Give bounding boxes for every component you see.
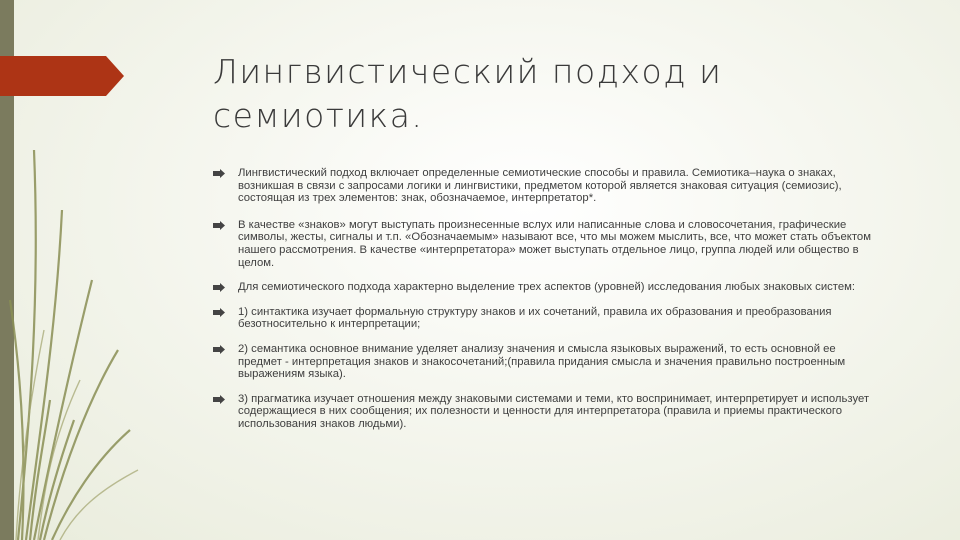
list-item — [213, 219, 878, 269]
bullet-list — [213, 167, 878, 431]
list-item — [213, 393, 878, 431]
list-item — [213, 167, 878, 205]
bullet-text: Лингвистический подход включает определенные семиотические способы и правила. Семиотика–наука о знаках, возникшая в связи с запросами логики и лингвистики, предметом которой является знаковая ситуация (семиозис), состоящая из трех элементов: знак, обозначаемое, интерпретатор*. — [238, 167, 842, 205]
bullet-text: В качестве «знаков» могут выступать произнесенные вслух или написанные слова и словосочетания, графические символы, жесты, сигналы и т.п. «Обозначаемым» называют все, что мы можем мыслить, все, что может стать объектом нашего рассмотрения. В качестве «интерпретатора» может выступать отдельное лицо, группа людей или общество в целом. — [238, 218, 871, 269]
list-item — [213, 306, 878, 331]
bullet-text: 3) прагматика изучает отношения между знаковыми системами и теми, кто воспринимает, интерпретирует и использует содержащиеся в них сообщения; их полезности и ценности для интерпретатора (правила и приемы практического использования знаков людьми). — [238, 392, 870, 430]
arrow-bullet-icon — [213, 221, 225, 230]
list-item — [213, 343, 878, 381]
arrow-bullet-icon — [213, 308, 225, 317]
arrow-bullet-icon — [213, 395, 225, 404]
title-accent-arrow — [0, 56, 124, 96]
slide-title: Лингвистический подход и семиотика. — [213, 52, 723, 135]
bullet-text: 2) семантика основное внимание уделяет анализу значения и смысла языковых выражений, то есть основной ее предмет - интерпретация знаков и знакосочетаний;(правила придания смысла и значения правильно построенным выражениям языка). — [238, 342, 846, 381]
bullet-text: Для семиотического подхода характерно выделение трех аспектов (уровней) исследования любых знаковых систем: — [238, 281, 856, 294]
bullet-text: 1) синтактика изучает формальную структуру знаков и их сочетаний, правила их образования и преобразования безотносительно к интерпретации; — [238, 305, 832, 331]
arrow-bullet-icon — [213, 169, 225, 178]
list-item — [213, 281, 878, 294]
arrow-bullet-icon — [213, 283, 225, 292]
arrow-bullet-icon — [213, 345, 225, 354]
